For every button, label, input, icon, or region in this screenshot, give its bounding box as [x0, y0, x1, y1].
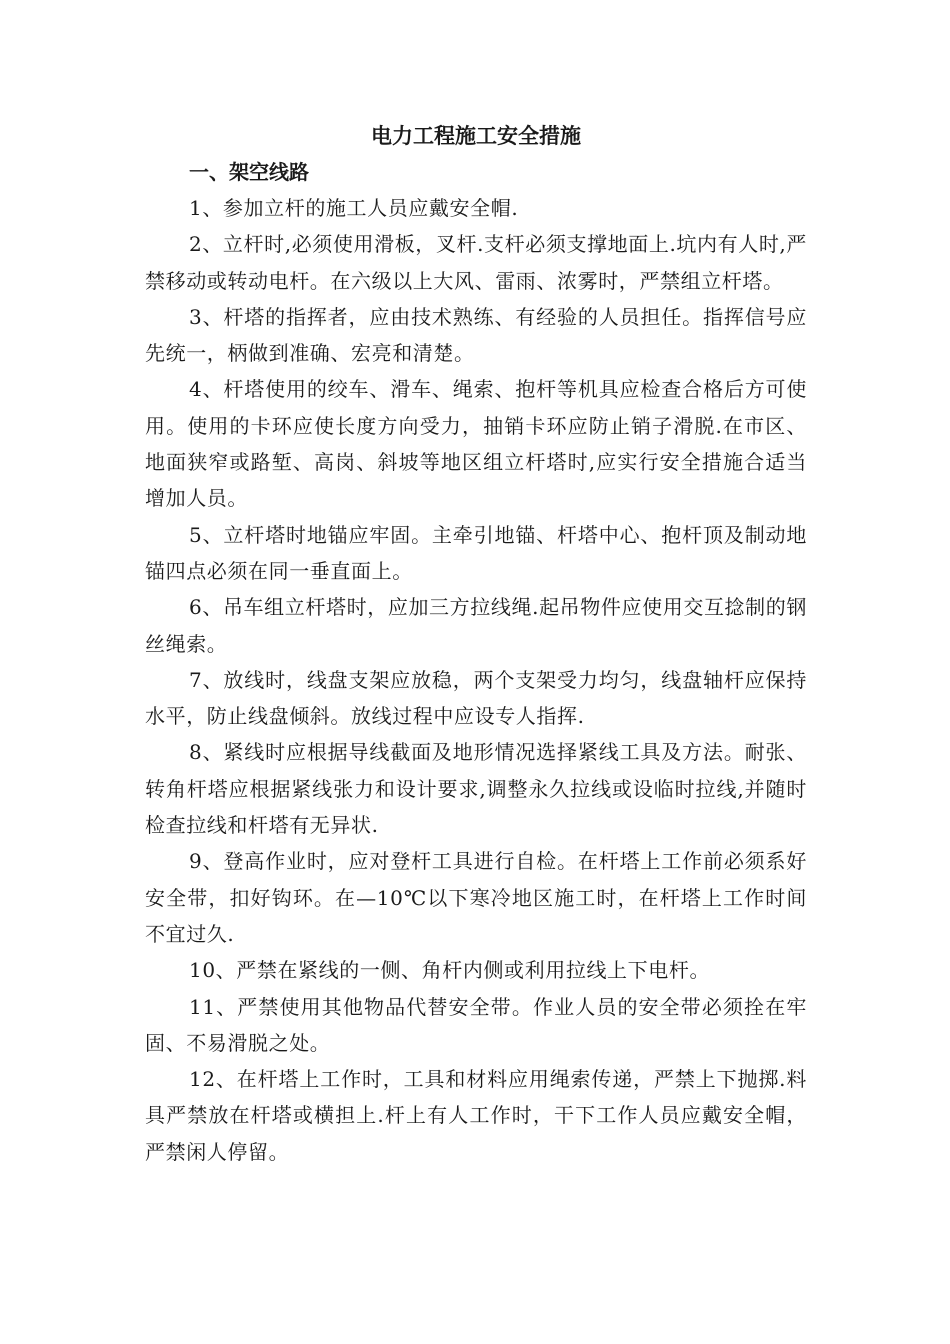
paragraph-2: 2、立杆时,必须使用滑板，叉杆.支杆必须支撑地面上.坑内有人时,严禁移动或转动电杆。在六级以上大风、雷雨、浓雾时，严禁组立杆塔。 [145, 232, 807, 293]
paragraph-12: 12、在杆塔上工作时，工具和材料应用绳索传递，严禁上下抛掷.料具严禁放在杆塔或横担上.杆上有人工作时，干下工作人员应戴安全帽，严禁闲人停留。 [145, 1067, 807, 1164]
paragraph-4: 4、杆塔使用的绞车、滑车、绳索、抱杆等机具应检查合格后方可使用。使用的卡环应使长度方向受力，抽销卡环应防止销子滑脱.在市区、地面狭窄或路堑、高岗、斜坡等地区组立杆塔时,应实行安全措施合适当增加人员。 [145, 377, 807, 511]
paragraph-11: 11、严禁使用其他物品代替安全带。作业人员的安全带必须拴在牢固、不易滑脱之处。 [145, 994, 807, 1055]
document-title: 电力工程施工安全措施 [371, 123, 581, 148]
paragraph-5: 5、立杆塔时地锚应牢固。主牵引地锚、杆塔中心、抱杆顶及制动地锚四点必须在同一垂直面上。 [145, 522, 807, 583]
paragraph-10: 10、严禁在紧线的一侧、角杆内侧或利用拉线上下电杆。 [189, 958, 711, 983]
paragraph-8: 8、紧线时应根据导线截面及地形情况选择紧线工具及方法。耐张、转角杆塔应根据紧线张力和设计要求,调整永久拉线或设临时拉线,并随时检查拉线和杆塔有无异状. [145, 740, 807, 838]
section-heading: 一、架空线路 [189, 160, 309, 184]
paragraph-7: 7、放线时，线盘支架应放稳，两个支架受力均匀，线盘轴杆应保持水平，防止线盘倾斜。放线过程中应设专人指挥. [145, 667, 807, 729]
document-page [145, 118, 807, 1170]
paragraph-6: 6、吊车组立杆塔时，应加三方拉线绳.起吊物件应使用交互捻制的钢丝绳索。 [145, 595, 807, 656]
paragraph-1: 1、参加立杆的施工人员应戴安全帽. [189, 196, 519, 220]
paragraph-9: 9、登高作业时，应对登杆工具进行自检。在杆塔上工作前必须系好安全带，扣好钩环。在—10℃以下寒冷地区施工时，在杆塔上工作时间不宜过久. [145, 849, 807, 946]
paragraph-3: 3、杆塔的指挥者，应由技术熟练、有经验的人员担任。指挥信号应先统一，柄做到准确、宏亮和清楚。 [145, 304, 807, 366]
